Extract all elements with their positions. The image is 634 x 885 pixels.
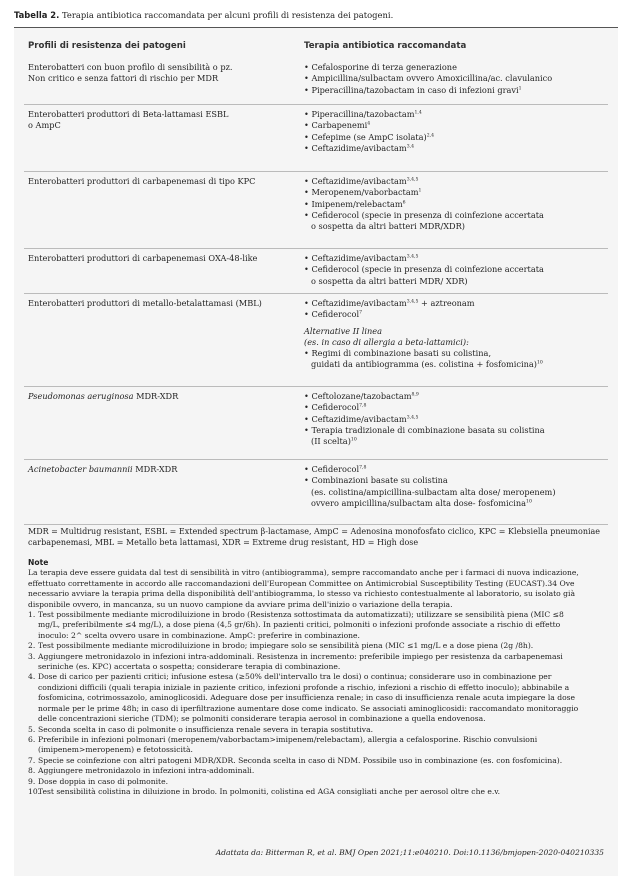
row-profile	[28, 109, 288, 132]
header-profile: Profili di resistenza dei patogeni	[28, 41, 186, 51]
therapy-text: Ceftazidime/avibactam	[311, 298, 407, 308]
note-number: 10.	[28, 786, 41, 796]
reference-marker: 1	[518, 85, 522, 91]
therapy-item	[304, 359, 604, 370]
reference-marker: 1,4	[414, 110, 422, 116]
note-number: 5.	[28, 724, 36, 734]
therapy-item	[304, 85, 604, 96]
table-frame	[14, 27, 618, 876]
therapy-text: Cefiderocol (specie in presenza di coinfezione accertata	[311, 209, 544, 220]
row-profile	[28, 298, 288, 309]
reference-marker: 3,4,5	[406, 414, 419, 420]
therapy-item	[304, 253, 604, 264]
therapy-text: o sospetta da altri batteri MDR/ XDR)	[311, 275, 468, 286]
note-item	[28, 787, 608, 797]
note-number: 6.	[28, 734, 36, 744]
therapy-item	[304, 402, 604, 413]
therapy-item	[304, 414, 604, 425]
therapy-text: Ceftazidime/avibactam	[311, 413, 407, 424]
therapy-item	[304, 298, 604, 309]
alternative-subtitle: (es. in caso di allergia a beta-lattamici):	[304, 336, 469, 347]
note-number: 7.	[28, 755, 36, 765]
note-list	[28, 610, 608, 797]
therapy-text: Ceftazidime/avibactam	[311, 176, 407, 186]
reference-marker: 8,9	[411, 392, 419, 398]
note-item	[28, 735, 608, 756]
therapy-text: Ceftazidime/avibactam	[311, 142, 407, 153]
row-profile	[28, 176, 288, 187]
row-therapy	[304, 464, 604, 509]
abbreviation-line: MDR = Multidrug resistant, ESBL = Extended spectrum β-lactamase, AmpC = Adenosina monofosfato ciclico, KPC = Klebsiella pneumoniae	[28, 527, 601, 536]
note-item	[28, 672, 608, 724]
profile-line	[28, 391, 288, 402]
therapy-text: Cefepime (se AmpC isolata)	[311, 131, 427, 142]
source-citation: Adattata da: Bitterman R, et al. BMJ Open 2021;11:e040210. Doi:10.1136/bmjopen-2020-040210335	[215, 848, 604, 857]
therapy-text: Meropenem/vaborbactam	[311, 187, 419, 198]
therapy-text: Regimi di combinazione basati su colistina,	[311, 348, 492, 359]
table-header	[28, 41, 608, 51]
row-profile	[28, 253, 288, 264]
therapy-item	[304, 176, 604, 187]
reference-marker: 7,8	[359, 465, 367, 471]
profile-line: Enterobatteri produttori di carbapenemasi di tipo KPC	[28, 176, 256, 186]
profile-line: Enterobatteri con buon profilo di sensibilità o pz.	[28, 62, 233, 72]
note-item	[28, 652, 608, 673]
table-caption	[14, 10, 393, 20]
therapy-item	[304, 309, 604, 320]
therapy-text: Cefiderocol	[311, 402, 360, 413]
therapy-item	[304, 187, 604, 198]
therapy-item	[304, 62, 604, 73]
therapy-item	[304, 73, 604, 84]
therapy-text: Ceftolozane/tazobactam	[311, 391, 412, 401]
abbreviations	[28, 526, 608, 548]
reference-marker: 3,4,5	[406, 299, 419, 305]
therapy-item	[304, 120, 604, 131]
therapy-item	[304, 348, 604, 359]
note-number: 3.	[28, 651, 36, 661]
profile-line: Enterobatteri produttori di carbapenemasi OXA-48-like	[28, 253, 258, 263]
therapy-item	[304, 210, 604, 221]
note-line: condizioni difficili (quali terapia iniziale in paziente critico, infezioni profonde a rischio, infezioni a rischio di effetto inoculo); abbinabile a	[38, 682, 570, 692]
therapy-text: Piperacillina/tazobactam	[311, 109, 415, 119]
reference-marker: 10	[526, 499, 532, 505]
note-line: Test possibilmente mediante microdiluizione in brodo; impiegare solo se sensibilità piena (MIC ≤1 mg/L e a dose piena (2g /8h).	[38, 641, 534, 651]
note-intro-line: disponibile ovvero, in mancanza, su un nuovo campione da avviare prima dell'inizio o variazione della terapia.	[28, 599, 453, 609]
therapy-item	[304, 143, 604, 154]
therapy-text: Ceftazidime/avibactam	[311, 253, 407, 263]
profile-line: Non critico e senza fattori di rischio per MDR	[28, 73, 219, 84]
table-row	[24, 58, 608, 105]
note-line: Preferibile in infezioni polmonari (meropenem/vaborbactam>imipenem/relebactam), allergia a cefalosporine. Rischio convulsioni	[38, 734, 538, 744]
row-profile	[28, 391, 288, 402]
table-row	[24, 294, 608, 387]
caption-text: Terapia antibiotica raccomandata per alcuni profili di resistenza dei patogeni.	[59, 10, 394, 20]
therapy-text: Cefiderocol	[311, 464, 360, 474]
reference-marker: 2,4	[426, 132, 435, 138]
reference-marker: 7,8	[359, 403, 367, 409]
header-therapy: Terapia antibiotica raccomandata	[304, 41, 467, 51]
note-line: Test sensibilità colistina in diluizione in brodo. In polmoniti, colistina ed AGA consigliati anche per aerosol oltre che e.v.	[38, 786, 501, 796]
pathogen-name: Acinetobacter baumannii	[28, 464, 133, 474]
reference-marker: 3,4,5	[406, 177, 419, 183]
reference-marker: 7	[359, 310, 363, 316]
profile-suffix: MDR-XDR	[132, 464, 178, 474]
table-row	[24, 460, 608, 525]
note-line: Specie se coinfezione con altri patogeni MDR/XDR. Seconda scelta in caso di NDM. Possibile uso in combinazione (es. con fosfomicina).	[38, 755, 563, 765]
row-profile	[28, 62, 288, 85]
therapy-item	[304, 276, 604, 287]
therapy-text: (es. colistina/ampicillina-sulbactam alta dose/ meropenem)	[311, 486, 556, 497]
profile-line: Enterobatteri produttori di Beta-lattamasi ESBL	[28, 109, 229, 119]
therapy-item	[304, 475, 604, 486]
therapy-text: o sospetta da altri batteri MDR/XDR)	[311, 221, 465, 232]
row-therapy	[304, 391, 604, 447]
profile-line: o AmpC	[28, 120, 61, 131]
reference-marker: 3,4,5	[406, 254, 419, 260]
note-line: fosfomicina, cotrimossazolo, aminoglicosidi. Adeguare dose per insufficienza renale; in caso di insufficienza renale acuta impiegare la dose	[38, 693, 576, 703]
reference-marker: 1	[418, 188, 422, 194]
note-number: 2.	[28, 641, 36, 651]
therapy-text: (II scelta)	[311, 436, 351, 447]
therapy-text: Cefiderocol (specie in presenza di coinfezione accertata	[311, 264, 544, 275]
note-line: Aggiungere metronidazolo in infezioni intra-addominali. Resistenza in incremento: preferibile impiego per resistenza da carbapenemasi	[38, 651, 563, 661]
therapy-item	[304, 109, 604, 120]
note-item	[28, 610, 608, 641]
note-line: Aggiungere metronidazolo in infezioni intra-addominali.	[38, 766, 255, 776]
pathogen-name: Pseudomonas aeruginosa	[28, 391, 134, 401]
notes-section	[28, 558, 608, 797]
reference-marker: 4	[367, 121, 371, 127]
note-intro-line: effettuato correttamente in accordo alle raccomandazioni dell'European Committee on Antimicrobial Susceptibility Testing (EUCAST).34 Ove	[28, 578, 575, 588]
table-row	[24, 172, 608, 249]
therapy-text: Combinazioni basate su colistina	[311, 475, 448, 486]
note-item	[28, 641, 608, 651]
row-therapy	[304, 253, 604, 287]
abbreviation-line: carbapenemasi, MBL = Metallo beta lattamasi, XDR = Extreme drug resistant, HD = High dose	[28, 538, 419, 547]
note-number: 8.	[28, 766, 36, 776]
reference-marker: 10	[536, 360, 543, 366]
table-row	[24, 387, 608, 460]
note-number: 4.	[28, 672, 36, 682]
therapy-item	[304, 498, 604, 509]
note-intro-line: necessario avviare la terapia prima della disponibilità dell'antibiogramma, lo stesso va richiesto contestualmente al laboratorio, su isolato già	[28, 589, 575, 599]
therapy-text-suffix: + aztreonam	[418, 298, 475, 308]
row-therapy	[304, 62, 604, 96]
therapy-text: ovvero ampicillina/sulbactam alta dose- fosfomicina	[311, 497, 527, 508]
row-therapy	[304, 176, 604, 232]
row-therapy	[304, 109, 604, 154]
note-line: normale per le prime 48h; in caso di iperfiltrazione aumentare dose come indicato. Se associati aminoglicosidi: raccomandato monitoraggio	[38, 703, 579, 713]
therapy-item	[304, 132, 604, 143]
therapy-text: Terapia tradizionale di combinazione basata su colistina	[311, 424, 545, 435]
note-title: Note	[28, 558, 49, 567]
note-item	[28, 766, 608, 776]
table-row	[24, 105, 608, 172]
note-line: mg/L, preferibilmente ≤4 mg/L), a dose piena (4,5 gr/6h). In pazienti critici, polmoniti o infezioni profonde associate a rischio di effetto	[38, 620, 561, 630]
therapy-item	[304, 221, 604, 232]
therapy-item	[304, 436, 604, 447]
therapy-text: Cefalosporine di terza generazione	[311, 62, 457, 72]
note-item	[28, 725, 608, 735]
profile-line	[28, 464, 288, 475]
note-number: 9.	[28, 776, 36, 786]
note-item	[28, 756, 608, 766]
note-number: 1.	[28, 610, 36, 620]
row-profile	[28, 464, 288, 475]
note-intro	[28, 568, 608, 610]
therapy-text: Piperacillina/tazobactam in caso di infezioni gravi	[311, 84, 519, 95]
therapy-item	[304, 264, 604, 275]
note-line: Dose di carico per pazienti critici; infusione estesa (≥50% dell'intervallo tra le dosi) o continua; considerare uso in combinazione per	[38, 672, 552, 682]
note-item	[28, 777, 608, 787]
reference-marker: 3,4	[406, 144, 414, 150]
table-body	[24, 58, 608, 525]
therapy-text: Cefiderocol	[311, 309, 360, 320]
therapy-item	[304, 425, 604, 436]
note-line: (imipenem>meropenem) e fetotossicità.	[38, 745, 193, 755]
note-line: Seconda scelta in caso di polmonite o insufficienza renale severa in terapia sostitutiva.	[38, 724, 374, 734]
therapy-item	[304, 391, 604, 402]
table-row	[24, 249, 608, 294]
profile-suffix: MDR-XDR	[133, 391, 179, 401]
note-line: inoculo: 2^ scelta ovvero usare in combinazione. AmpC: preferire in combinazione.	[38, 630, 360, 640]
reference-marker: 10	[350, 437, 357, 443]
note-line: Test possibilmente mediante microdiluizione in brodo (Resistenza sottostimata da automatizzati); utilizzare se sensibilità piena (MIC ≤8	[38, 610, 564, 620]
therapy-item	[304, 487, 604, 498]
therapy-text: guidati da antibiogramma (es. colistina + fosfomicina)	[311, 359, 537, 370]
note-intro-line: La terapia deve essere guidata dal test di sensibilità in vitro (antibiogramma), sempre raccomandato anche per i farmaci di nuova indicazione,	[28, 568, 579, 578]
therapy-text: Ampicillina/sulbactam ovvero Amoxicillina/ac. clavulanico	[311, 73, 553, 84]
caption-label: Tabella 2.	[14, 10, 60, 20]
profile-line: Enterobatteri produttori di metallo-betalattamasi (MBL)	[28, 298, 262, 308]
reference-marker: 6	[402, 199, 406, 205]
note-line: seriniche (es. KPC) accertata o sospetta; considerare terapia di combinazione.	[38, 662, 341, 672]
note-line: Dose doppia in caso di polmonite.	[38, 776, 169, 786]
therapy-item	[304, 464, 604, 475]
therapy-item	[304, 199, 604, 210]
alternative-title: Alternative II linea	[304, 325, 383, 336]
row-therapy	[304, 298, 604, 371]
therapy-text: Imipenem/relebactam	[311, 198, 403, 209]
therapy-text: Carbapenemi	[311, 120, 368, 131]
note-line: delle concentrazioni sieriche (TDM); se polmoniti considerare terapia aerosol in combinazione a quella endovenosa.	[38, 714, 486, 724]
